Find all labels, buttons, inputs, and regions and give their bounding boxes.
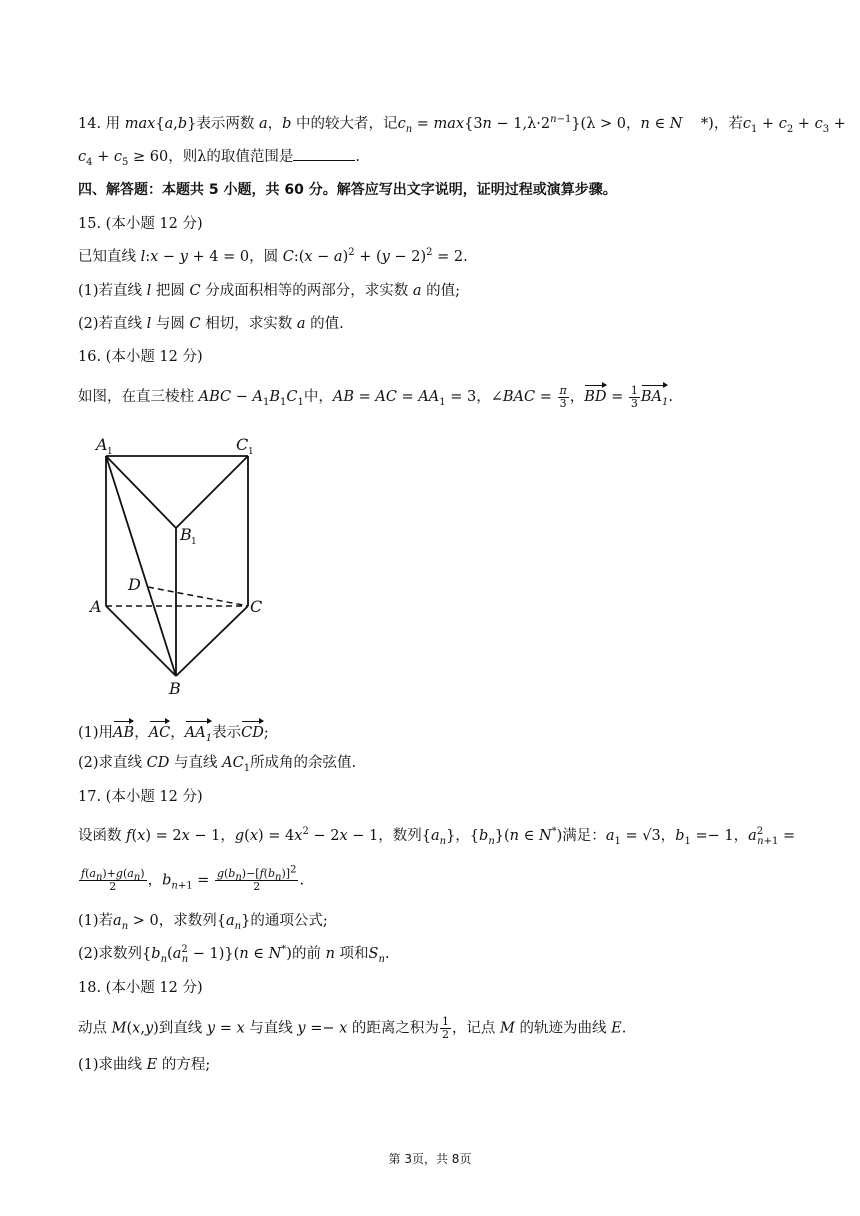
q16-stem: 如图，在直三棱柱 ABC − $A_1B_1C_1$中，AB = AC = $AA_1 = 3$，∠BAC = $\frac{\pi}{3}$ ，BD = $\frac{1}{3}$ $BA_1$. <box>78 383 674 410</box>
label-a1-sub: 1 <box>107 447 113 457</box>
label-b: B <box>169 679 181 698</box>
q15-part1: (1)若直线 l 把圆 C 分成面积相等的两部分，求实数 a 的值; <box>78 283 460 299</box>
q17-stem2: $\frac{f(a_n)+g(a_n)}{2}$ ，$b_{n+1}$ = $\frac{g(b_n)-[f(b_n)]^2}{2}$ . <box>81 864 305 893</box>
prism-figure <box>86 430 286 700</box>
q17-header: 17. (本小题 12 分) <box>78 789 203 805</box>
q18-header: 18. (本小题 12 分) <box>78 980 203 996</box>
label-a1: A <box>96 435 108 454</box>
q17-part1: (1)若$a_n > 0$，求数列$\{a_n\}$的通项公式; <box>78 913 328 932</box>
q16-header: 16. (本小题 12 分) <box>78 349 203 365</box>
q15-stem: 已知直线 l:x − y + 4 = 0，圆 C:(x − $a)^2 + (y - 2)^2 = 2$. <box>78 247 468 265</box>
label-c1-sub: 1 <box>248 447 254 457</box>
q15-header: 15. (本小题 12 分) <box>78 216 203 232</box>
label-c: C <box>250 597 263 616</box>
q16-part1: (1)用AB，AC，$AA_1$表示CD; <box>78 720 269 743</box>
label-b1: B <box>180 525 192 544</box>
q17-stem1: 设函数 f(x) = 2x − 1，$g(x) = 4x^2 - 2x - 1$，数列$\{a_n\}$，$\{b_n\}(n$ ∈ N*)满足：$a_1 = √3$，$b_1 =- 1$，$a^2_{n+1}$ = <box>78 826 796 847</box>
answer-blank[interactable] <box>293 146 355 161</box>
label-d: D <box>128 575 141 594</box>
label-b1-sub: 1 <box>191 537 197 547</box>
label-c1: C <box>236 435 249 454</box>
q16-part2: (2)求直线 CD 与直线 $AC_1$所成角的余弦值. <box>78 755 357 774</box>
q17-part2: (2)求数列$\{b_n(a^2_n - 1)\}(n$ ∈ N*)的前 n 项和$S_n$. <box>78 944 390 965</box>
q18-part1: (1)求曲线 E 的方程; <box>78 1057 211 1073</box>
q14-line2: $c_4 + c_5 \ge 60$，则λ的取值范围是 . <box>78 146 360 167</box>
section-heading: 四、解答题：本题共 5 小题，共 60 分。解答应写出文字说明，证明过程或演算步骤。 <box>78 182 617 198</box>
label-a: A <box>90 597 102 616</box>
page-footer: 第 3页，共 8页 <box>388 1152 472 1166</box>
q18-stem: 动点 M(x,y)到直线 y = x 与直线 y =− x 的距离之积为 $\frac{1}{2}$ ，记点 M 的轨迹为曲线 E. <box>78 1015 627 1041</box>
q15-part2: (2)若直线 l 与圆 C 相切，求实数 a 的值. <box>78 316 344 332</box>
q14-line1: 14. 用 max{a,b}表示两数 a，b 中的较大者，记$c_n = \max\{3n - 1,\lambda\cdot 2^{n-1}\}(\lambda > 0$，n ∈ N *)，若$c_1 + c_2 + c_3$ + <box>78 114 846 135</box>
